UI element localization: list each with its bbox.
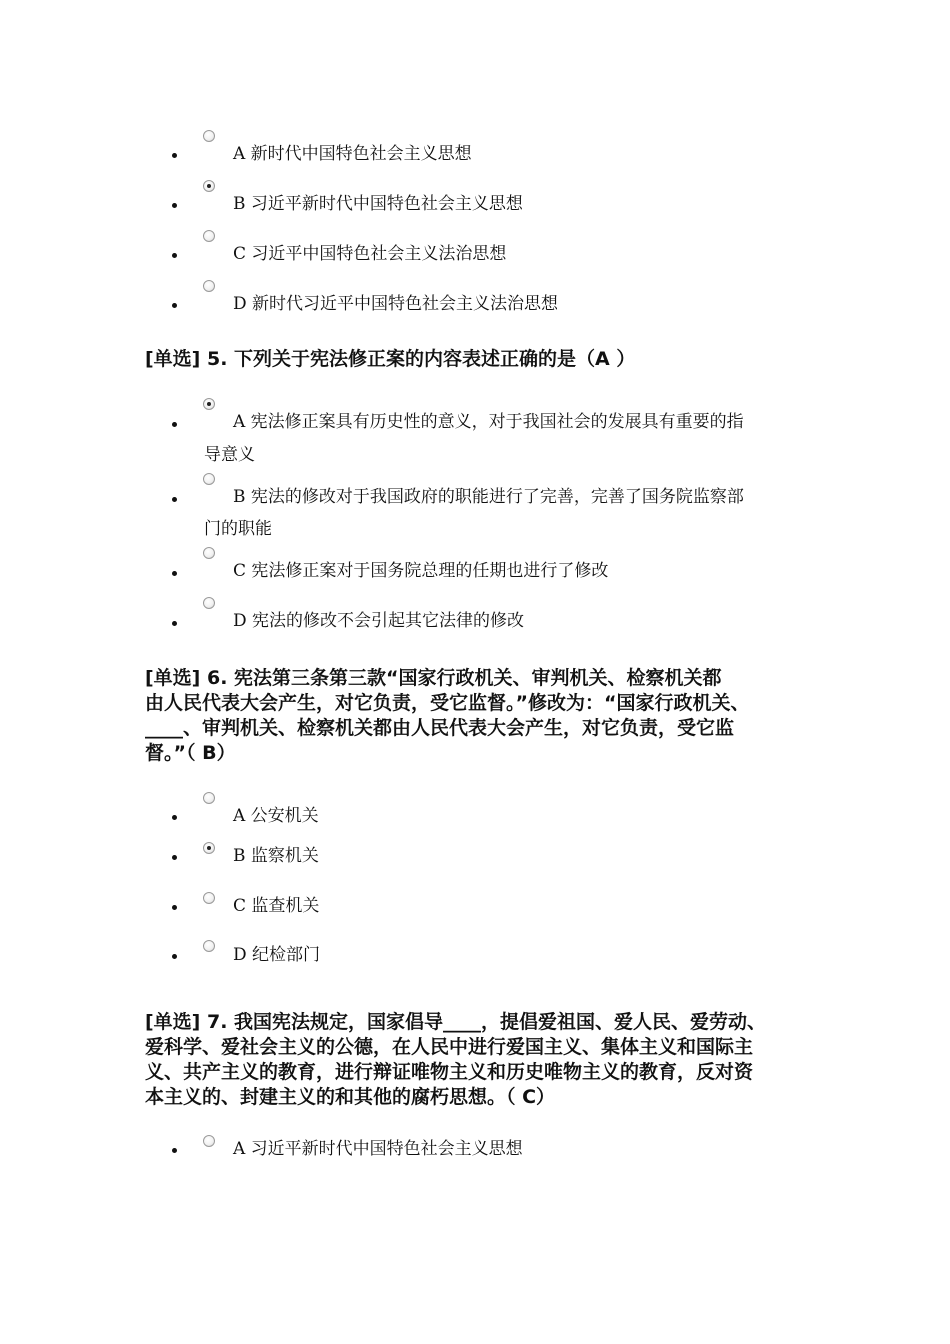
radio-button-selected[interactable] [203,842,215,854]
radio-button[interactable] [203,940,215,952]
option-label: A 习近平新时代中国特色社会主义思想 [233,1139,523,1159]
option-label: B 监察机关 [233,846,319,866]
radio-button[interactable] [203,597,215,609]
option-label-continued: 门的职能 [204,519,272,539]
option-label: A 公安机关 [233,806,319,826]
bullet [172,422,177,427]
bullet [172,1148,177,1153]
option-label: C 监查机关 [233,896,320,916]
radio-button-selected[interactable] [203,180,215,192]
question-7-title: [单选] 7. 我国宪法规定，国家倡导____，提倡爱祖国、爱人民、爱劳动、 爱科学、爱社会主义的公德，在人民中进行爱国主义、集体主义和国际主 义、共产主义的教育，进行辩证唯物主义和历史唯物主义的教育，反对资 本主义的、封建主义的和其他的腐朽思想。（ C） [145,1011,767,1108]
radio-button[interactable] [203,230,215,242]
radio-button[interactable] [203,280,215,292]
radio-button[interactable] [203,547,215,559]
option-label: C 宪法修正案对于国务院总理的任期也进行了修改 [233,561,609,581]
bullet [172,905,177,910]
option-label: A 宪法修正案具有历史性的意义，对于我国社会的发展具有重要的指 [233,412,744,432]
option-label: D 纪检部门 [233,945,321,965]
radio-button[interactable] [203,473,215,485]
option-label: B 习近平新时代中国特色社会主义思想 [233,194,523,214]
bullet [172,954,177,959]
radio-button[interactable] [203,1135,215,1147]
option-label: D 新时代习近平中国特色社会主义法治思想 [233,294,559,314]
bullet [172,253,177,258]
radio-button-selected[interactable] [203,398,215,410]
bullet [172,303,177,308]
option-label: C 习近平中国特色社会主义法治思想 [233,244,507,264]
question-5-title: [单选] 5. 下列关于宪法修正案的内容表述正确的是（A ） [145,348,636,370]
option-label: B 宪法的修改对于我国政府的职能进行了完善，完善了国务院监察部 [233,487,744,507]
bullet [172,571,177,576]
bullet [172,815,177,820]
bullet [172,855,177,860]
radio-button[interactable] [203,892,215,904]
bullet [172,153,177,158]
option-label: D 宪法的修改不会引起其它法律的修改 [233,611,525,631]
radio-button[interactable] [203,792,215,804]
bullet [172,621,177,626]
bullet [172,203,177,208]
option-label-continued: 导意义 [204,445,255,465]
question-6-title: [单选] 6. 宪法第三条第三款“国家行政机关、审判机关、检察机关都 由人民代表大会产生，对它负责，受它监督。”修改为：“国家行政机关、 ____、审判机关、检察机关都由人民代表大会产生，对它负责，受它监 督。”（ B） [145,667,750,764]
radio-button[interactable] [203,130,215,142]
option-label: A 新时代中国特色社会主义思想 [233,144,472,164]
bullet [172,497,177,502]
